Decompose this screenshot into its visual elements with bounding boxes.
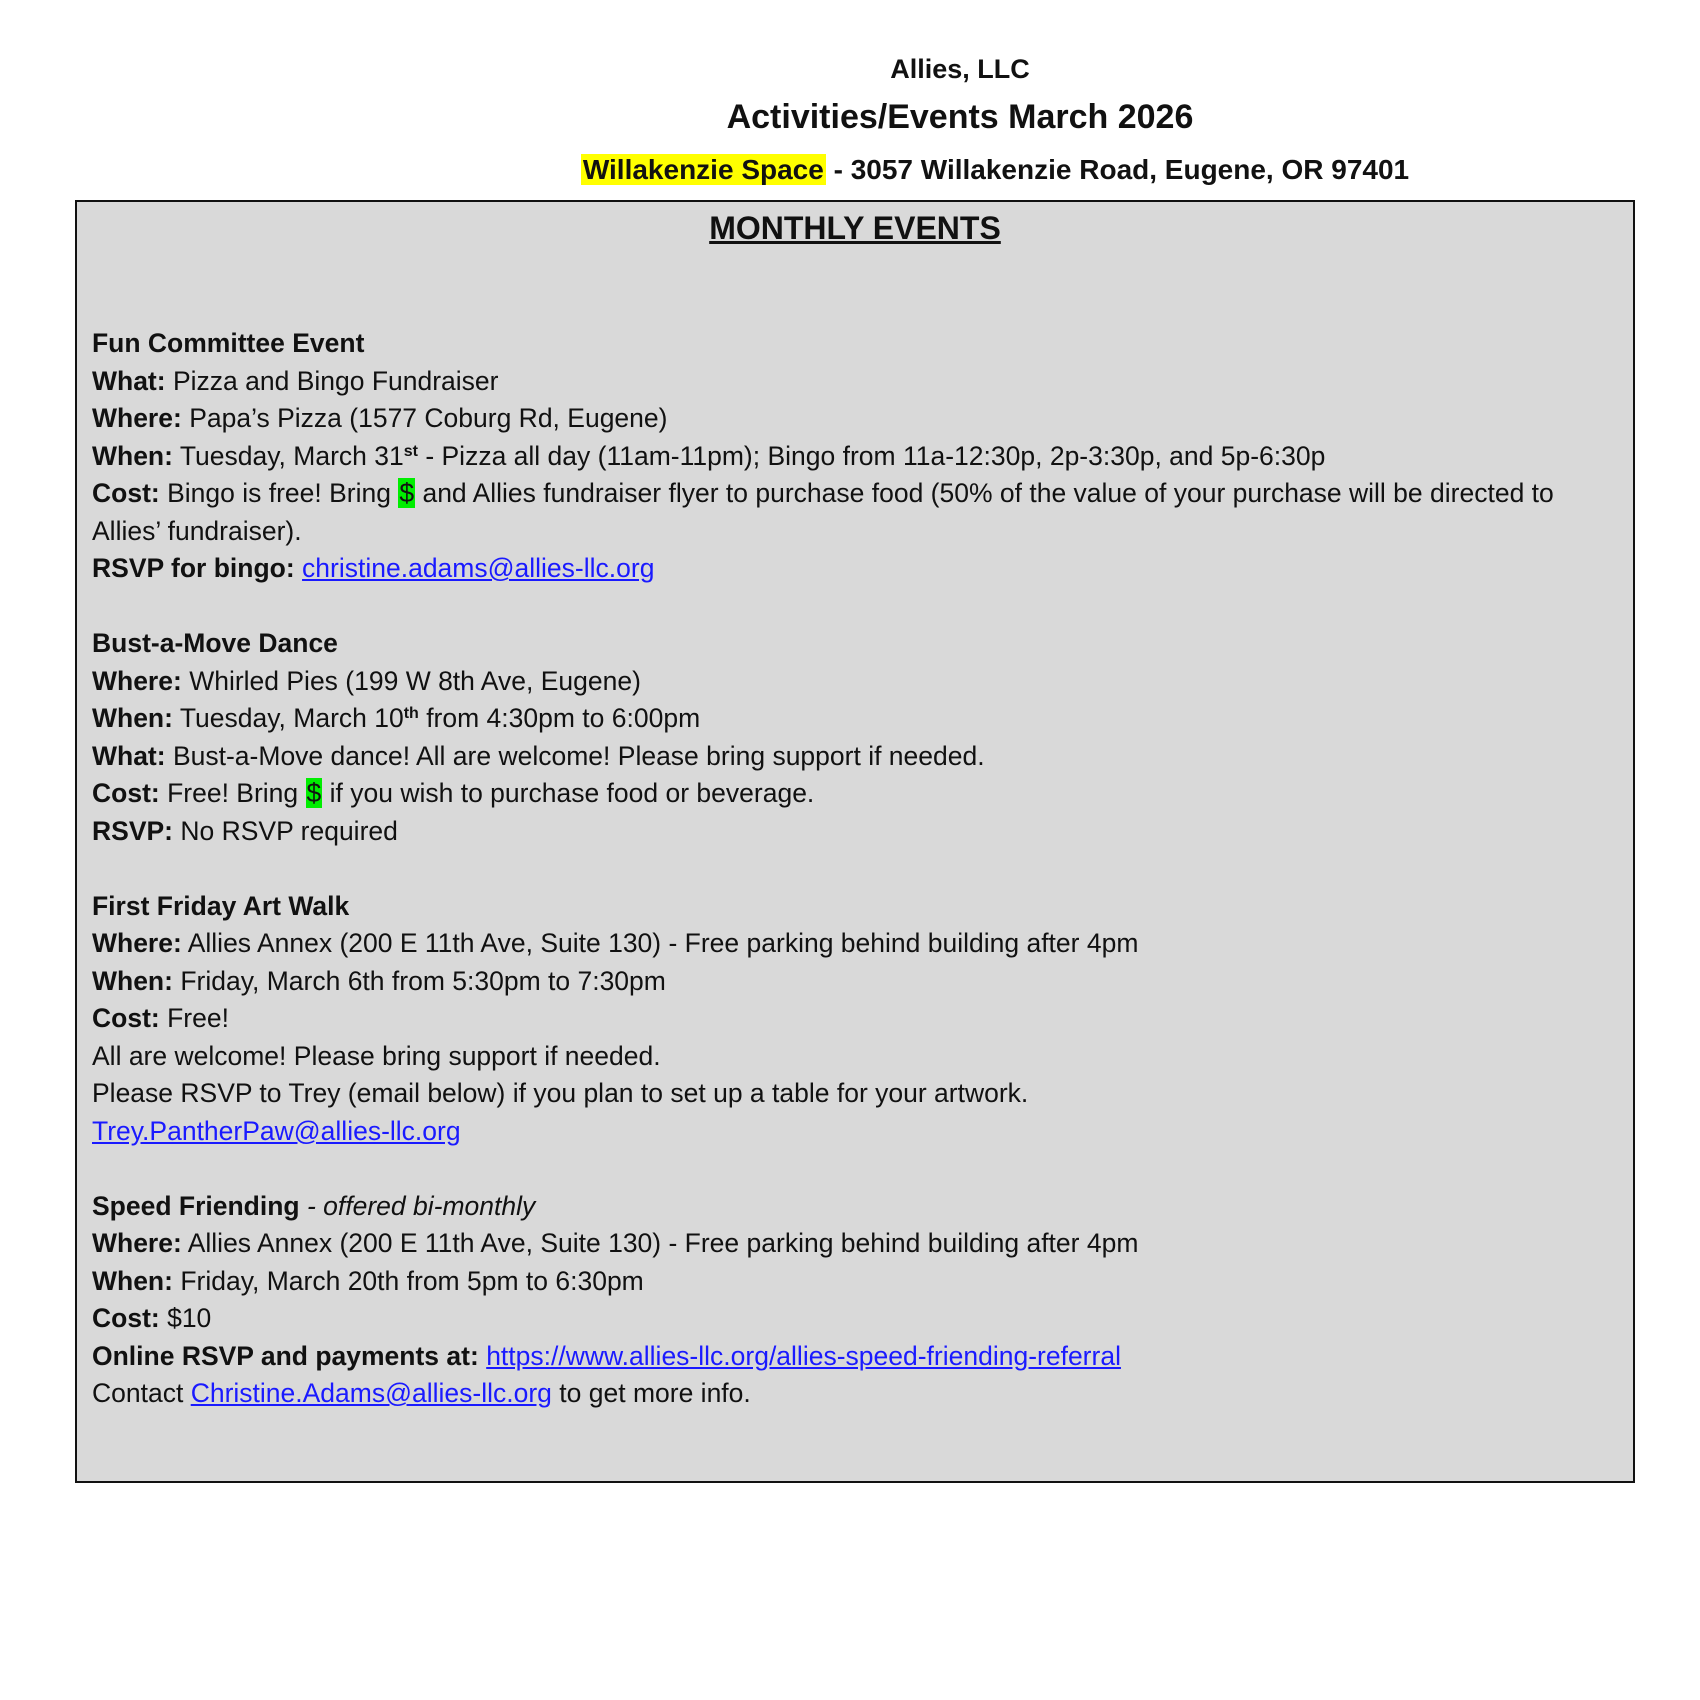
dance-cost <box>92 775 1618 813</box>
rsvp-value: No RSVP required <box>173 815 398 846</box>
monthly-events-box <box>75 200 1635 1483</box>
event-title-speed-row <box>92 1188 1618 1226</box>
what-label: What: <box>92 740 166 771</box>
location-separator: - <box>825 154 851 185</box>
event-title-dance: Bust-a-Move Dance <box>92 628 338 658</box>
events-content <box>92 325 1618 1413</box>
dance-what <box>92 738 1618 776</box>
date-suffix: st <box>403 442 418 460</box>
org-name: Allies, LLC <box>890 54 1030 84</box>
when-value: Friday, March 20th from 5pm to 6:30pm <box>172 1265 644 1296</box>
what-value: Pizza and Bingo Fundraiser <box>165 365 499 396</box>
where-label: Where: <box>92 665 182 696</box>
art-rsvp-note: Please RSVP to Trey (email below) if you plan to set up a table for your artwork. <box>92 1078 1029 1108</box>
when-value-rest: - Pizza all day (11am-11pm); Bingo from 11a-12:30p, 2p-3:30p, and 5p-6:30p <box>417 440 1326 471</box>
when-value: Tuesday, March 10 <box>172 703 404 733</box>
spacer <box>92 1150 1618 1188</box>
dance-when <box>92 700 1618 738</box>
dollar-highlight: $ <box>399 478 415 508</box>
online-label: Online RSVP and payments at: <box>92 1340 479 1371</box>
speed-friending-url-link[interactable]: https://www.allies-llc.org/allies-speed-friending-referral <box>486 1340 1121 1371</box>
cost-value: $10 <box>159 1303 212 1333</box>
date-suffix: th <box>403 705 419 722</box>
art-email <box>92 1113 1618 1151</box>
speed-title-note: - offered bi-monthly <box>299 1190 536 1221</box>
cost-value-rest: if you wish to purchase food or beverage. <box>322 778 815 808</box>
contact-text-rest: to get more info. <box>551 1378 751 1408</box>
spacer <box>92 850 1618 888</box>
fun-what <box>92 363 1618 401</box>
art-when <box>92 963 1618 1001</box>
when-value: Tuesday, March 31 <box>172 440 404 471</box>
contact-text: Contact <box>92 1378 191 1408</box>
dance-rsvp <box>92 813 1618 851</box>
dance-where <box>92 663 1618 701</box>
trey-email-link[interactable]: Trey.PantherPaw@allies-llc.org <box>92 1115 461 1146</box>
cost-value: Bingo is free! Bring <box>159 478 399 508</box>
where-label: Where: <box>92 928 182 958</box>
art-where <box>92 925 1618 963</box>
rsvp-label: RSVP: <box>92 815 173 846</box>
contact-email-link[interactable]: Christine.Adams@allies-llc.org <box>190 1378 552 1408</box>
cost-value: Free! <box>159 1003 229 1033</box>
when-label: When: <box>92 1265 173 1296</box>
speed-online <box>92 1338 1618 1376</box>
rsvp-email-link[interactable]: christine.adams@allies-llc.org <box>302 553 655 583</box>
location-name: Willakenzie Space <box>582 154 824 185</box>
when-value: Friday, March 6th from 5:30pm to 7:30pm <box>172 965 666 996</box>
where-label: Where: <box>92 403 182 433</box>
fun-rsvp <box>92 550 1618 588</box>
where-value: Papa’s Pizza (1577 Coburg Rd, Eugene) <box>181 403 668 433</box>
event-title-art: First Friday Art Walk <box>92 890 350 921</box>
cost-value-rest: and Allies fundraiser flyer to purchase food (50% of the value of your purchase will be directed to Allies’ fundraiser). <box>92 478 1554 546</box>
speed-contact <box>92 1375 1618 1413</box>
speed-where <box>92 1225 1618 1263</box>
dollar-highlight: $ <box>306 778 322 808</box>
cost-label: Cost: <box>92 778 160 808</box>
fun-where <box>92 400 1618 438</box>
spacer <box>92 588 1618 626</box>
cost-label: Cost: <box>92 1003 160 1033</box>
where-value: Allies Annex (200 E 11th Ave, Suite 130) - Free parking behind building after 4pm <box>181 928 1139 958</box>
fun-cost <box>92 475 1618 550</box>
fun-when <box>92 438 1618 476</box>
page-title: Activities/Events March 2026 <box>726 98 1194 136</box>
when-label: When: <box>92 703 173 733</box>
box-title: MONTHLY EVENTS <box>709 210 1001 246</box>
when-label: When: <box>92 965 173 996</box>
speed-cost <box>92 1300 1618 1338</box>
where-label: Where: <box>92 1228 182 1258</box>
location-address: 3057 Willakenzie Road, Eugene, OR 97401 <box>850 154 1410 185</box>
cost-label: Cost: <box>92 1303 160 1333</box>
where-value: Whirled Pies (199 W 8th Ave, Eugene) <box>181 665 641 696</box>
location-line <box>0 154 1700 186</box>
where-value: Allies Annex (200 E 11th Ave, Suite 130) - Free parking behind building after 4pm <box>181 1228 1139 1258</box>
art-cost <box>92 1000 1618 1038</box>
what-label: What: <box>92 365 166 396</box>
rsvp-label: RSVP for bingo: <box>92 553 295 583</box>
cost-value: Free! Bring <box>159 778 306 808</box>
when-label: When: <box>92 440 173 471</box>
what-value: Bust-a-Move dance! All are welcome! Please bring support if needed. <box>165 740 985 771</box>
when-value-rest: from 4:30pm to 6:00pm <box>418 703 701 733</box>
art-welcome: All are welcome! Please bring support if needed. <box>92 1040 661 1071</box>
speed-when <box>92 1263 1618 1301</box>
event-title-speed: Speed Friending <box>92 1190 300 1221</box>
event-title-fun: Fun Committee Event <box>92 328 365 358</box>
cost-label: Cost: <box>92 478 160 508</box>
